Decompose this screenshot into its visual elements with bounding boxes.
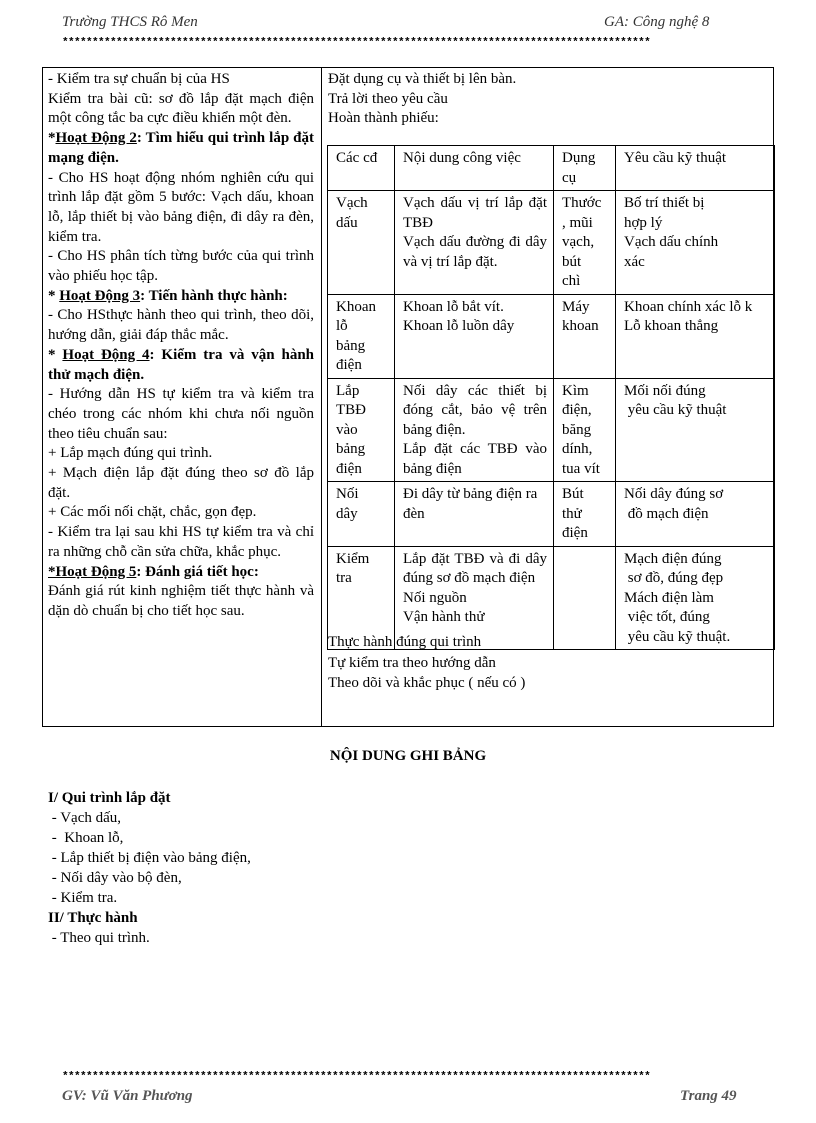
list-item: - Theo qui trình. [48,930,150,946]
left-line: Đánh giá rút kinh nghiệm tiết thực hành và dặn dò chuẩn bị cho tiết học sau. [48,583,314,619]
requirement-cell: Nối dây đúng sơ đồ mạch điện [616,482,775,547]
list-item: - Vạch dấu, [48,810,122,826]
worksheet-table [327,145,775,650]
activity-2-heading: *Hoạt Động 2: Tìm hiểu qui trình lắp đặt mạng điện. [48,130,314,166]
tools-cell: Bút thử điện [554,482,616,547]
left-line: - Kiểm tra lại sau khi HS tự kiểm tra và chỉ ra những chỗ cần sửa chữa, khắc phục. [48,524,314,560]
tools-cell: Kìm điện, băng dính, tua vít [554,378,616,482]
col-header: Nội dung công việc [395,146,554,191]
right-line: Theo dõi và khắc phục ( nếu có ) [328,675,526,691]
requirement-cell: Bố trí thiết bị hợp lý Vạch dấu chính xác [616,191,775,295]
student-activities-bottom [328,632,768,694]
content-cell: Đi dây từ bảng điện ra đèn [395,482,554,547]
table-header-row [328,146,775,191]
left-line: - Hướng dẫn HS tự kiểm tra và kiểm tra chéo trong các nhóm khi chưa nối nguồn theo tiêu chuẩn sau: [48,386,314,442]
header-school: Trường THCS Rô Men [62,14,198,30]
list-item: - Khoan lỗ, [48,830,124,846]
left-line: + Mạch điện lắp đặt đúng theo sơ đồ lắp đặt. [48,465,314,501]
header-subject: GA: Công nghệ 8 [604,14,710,30]
footer-separator: ************************************************************************************************** [62,1071,651,1083]
left-line: + Các mối nối chặt, chắc, gọn đẹp. [48,504,257,521]
left-line: Kiểm tra bài cũ: sơ đồ lắp đặt mạch điện một công tắc ba cực điều khiển một đèn. [48,90,314,127]
footer-page-number: Trang 49 [680,1088,737,1104]
table-row [328,378,775,482]
board-notes [48,788,251,948]
table-row [328,482,775,547]
step-cell: Khoan lỗ bảng điện [328,294,395,378]
right-line: Trả lời theo yêu cầu [328,90,448,107]
tools-cell: Thước , mũi vạch, bút chì [554,191,616,295]
left-line: + Lắp mạch đúng qui trình. [48,445,213,462]
board-notes-title: NỘI DUNG GHI BẢNG [329,748,487,764]
col-header: Dụng cụ [554,146,616,191]
table-row [328,191,775,295]
right-line: Thực hành đúng qui trình [328,634,482,650]
section-heading: II/ Thực hành [48,910,138,926]
col-header: Yêu cầu kỹ thuật [616,146,775,191]
step-cell: Lắp TBĐ vào bảng điện [328,378,395,482]
step-cell: Vạch dấu [328,191,395,295]
col-header: Các cđ [328,146,395,191]
student-activities-top [328,70,768,129]
tools-cell: Máy khoan [554,294,616,378]
footer-teacher: GV: Vũ Văn Phương [62,1088,193,1104]
right-line: Đặt dụng cụ và thiết bị lên bàn. [328,71,517,87]
content-cell: Nối dây các thiết bị đóng cắt, bảo vệ trên bảng điện. Lắp đặt các TBĐ vào bảng điện [395,378,554,482]
header-separator: ************************************************************************************************** [62,37,651,49]
activity-4-heading: * Hoạt Động 4: Kiểm tra và vận hành thử mạch điện. [48,346,314,383]
column-divider [321,67,322,727]
step-cell: Nối dây [328,482,395,547]
left-line: - Cho HS hoạt động nhóm nghiên cứu qui trình lắp đặt gồm 5 bước: Vạch dấu, khoan lỗ, lắp thiết bị vào bảng điện, đi dây ra đèn, kiểm tra. [48,169,314,245]
teacher-activities [48,70,314,622]
left-line: - Cho HSthực hành theo qui trình, theo dõi, hướng dẫn, giải đáp thắc mắc. [48,307,314,344]
right-line: Hoàn thành phiếu: [328,110,439,126]
list-item: - Kiểm tra. [48,890,118,906]
activity-5-heading: *Hoạt Động 5: Đánh giá tiết học: [48,563,259,580]
requirement-cell: Mạch điện đúng sơ đồ, đúng đẹp Mách điện làm việc tốt, đúng yêu cầu kỹ thuật. [616,546,775,650]
list-item: - Lắp thiết bị điện vào bảng điện, [48,850,251,866]
left-line: - Kiểm tra sự chuẩn bị của HS [48,71,230,87]
content-cell: Vạch dấu vị trí lắp đặt TBĐ Vạch dấu đường đi dây và vị trí lắp đặt. [395,191,554,295]
list-item: - Nối dây vào bộ đèn, [48,870,182,886]
requirement-cell: Mối nối đúng yêu cầu kỹ thuật [616,378,775,482]
content-cell: Lắp đặt TBĐ và đi dây đúng sơ đồ mạch điện Nối nguồn Vận hành thử [395,546,554,650]
table-row [328,294,775,378]
activity-3-heading: * Hoạt Động 3: Tiến hành thực hành: [48,287,288,304]
right-line: Tự kiểm tra theo hướng dẫn [328,654,496,671]
requirement-cell: Khoan chính xác lỗ k Lỗ khoan thẳng [616,294,775,378]
content-cell: Khoan lỗ bắt vít. Khoan lỗ luồn dây [395,294,554,378]
step-cell: Kiểm tra [328,546,395,650]
left-line: - Cho HS phân tích từng bước của qui trình vào phiếu học tập. [48,248,314,285]
section-heading: I/ Qui trình lắp đặt [48,790,171,806]
